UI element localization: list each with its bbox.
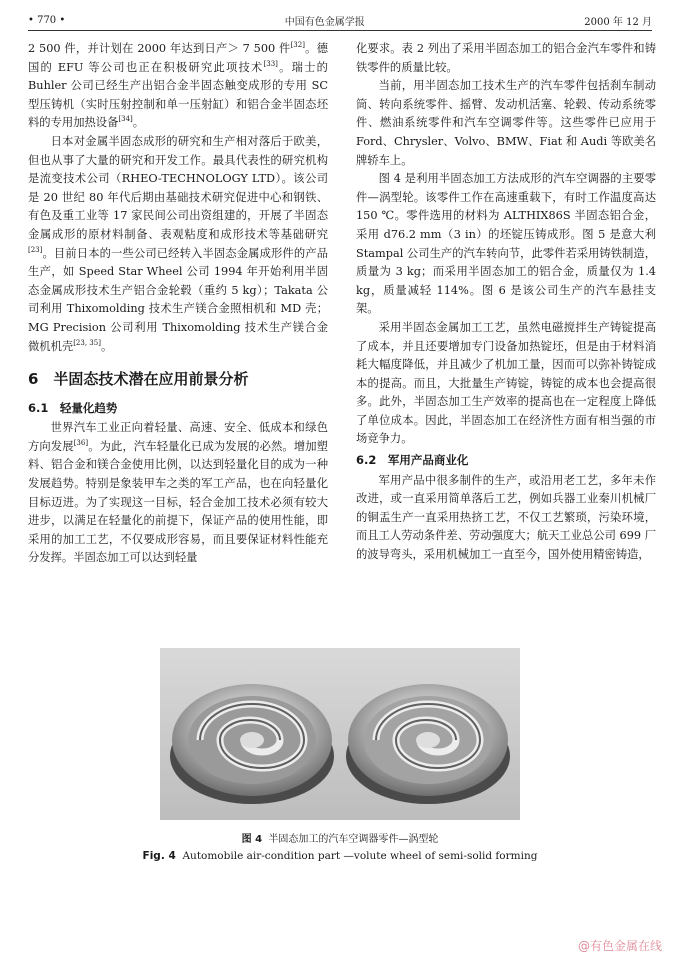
paragraph-continued: 2 500 件，并计划在 2000 年达到日产＞ 7 500 件[32]。德国的 EFU 等公司也正在积极研究此项技术[33]。瑞士的 Buhler 公司已经生产出铝合金半固态触变成形的专用 SC 型压铸机（实时压射控制和单一压射缸）和铝合金半固态坯料的专用加热设备[34]。: [28, 41, 328, 130]
figure-caption-english: Fig. 4 Automobile air-condition part —volute wheel of semi-solid forming: [142, 850, 538, 862]
paragraph-japan: 日本对金属半固态成形的研究和生产相对落后于欧美，但也从事了大量的研究和开发工作。最具代表性的研究机构是流变技术公司（RHEO-TECHNOLOGY LTD）。该公司是 20 世纪 80 年代后期由基础技术研究促进中心和钢铁、有色及重工业等 17 家民间公司出资组建的，开展了半固态金属成形的原材料制备、表观粘度和成形技术等基础研究[23]。目前日本的一些公司已经转入半固态金属成形件的产品生产，如 Speed Star Wheel 公司 1994 年开始利用半固态金属成形技术生产铝合金轮毂（重约 5 kg）；Takata 公司利用 Thixomolding 技术生产镁合金照相机和 MD 壳；MG Precision 公司利用 Thixomolding 技术生产镁合金微机机壳[23, 35]。: [28, 134, 328, 353]
journal-name: 中国有色金属学报: [284, 16, 365, 28]
paragraph-lightweight: 世界汽车工业正向着轻量、高速、安全、低成本和绿色方向发展[36]。为此，汽车轻量化已成为发展的必然。增加塑料、铝合金和镁合金使用比例，以达到轻量化目的成为一种发展趋势。特别是象装甲车之类的军工产品，也在向轻量化目标迈进。为了实现这一目标，轻合金加工技术必须有较大进步，以满足在轻量化的前提下，保证产品的使用性能，即采用的加工工艺，不仅要成形容易，而且要保证材料性能充分发挥。半固态加工可以达到轻量: [28, 421, 328, 565]
paragraph-military: 军用产品中很多制件的生产，或沿用老工艺，多年未作改进，或一直采用简单落后工艺，例如兵器工业秦川机械厂的铜盂生产一直采用热挤工艺，不仅工艺繁琐，污染环境，而且工人劳动条件差、劳动强度大；航天工业总公司 699 厂的波导弯头，采用机械加工一直至今，国外使用精密铸造，: [356, 473, 656, 562]
volute-wheel-right: [346, 684, 510, 804]
figure-4-photo: [160, 648, 520, 820]
watermark-text: @有色金属在线: [577, 939, 662, 953]
issue-date: 2000 年 12 月: [584, 16, 652, 28]
page-header: [28, 10, 652, 31]
left-column: [28, 40, 328, 568]
paragraph-auto-parts: 当前，用半固态加工技术生产的汽车零件包括刹车制动筒、转向系统零件、摇臂、发动机活塞、轮毂、传动系统零件、燃油系统零件和汽车空调零件等。这些零件已应用于 Ford、Chrysler、Volvo、BMW、Fiat 和 Audi 等欧美名牌轿车上。: [356, 79, 656, 167]
volute-wheel-left: [170, 684, 334, 804]
right-column: [356, 40, 656, 565]
paragraph-cost: 采用半固态金属加工工艺，虽然电磁搅拌生产铸锭提高了成本，并且还要增加专门设备加热锭坯，但是由于材料消耗大幅度降低，并且减少了机加工量，因而可以弥补铸锭成本的提高。而且，大批量生产铸锭，铸锭的成本也会提高很多。此外，半固态加工生产效率的提高也在一定程度上降低了单位成本。因此，半固态加工在经济性方面有相当强的市场竞争力。: [356, 320, 656, 446]
subsection-heading-6-1: 6.1 轻量化趋势: [28, 400, 118, 415]
section-heading-6: 6 半固态技术潜在应用前景分析: [28, 370, 249, 389]
paragraph-continued-right: 化要求。表 2 列出了采用半固态加工的铝合金汽车零件和铸铁零件的质量比较。: [356, 42, 656, 74]
figure-caption-chinese: 图 4 半固态加工的汽车空调器零件—涡型轮: [241, 834, 439, 845]
subsection-heading-6-2: 6.2 军用产品商业化: [356, 453, 469, 468]
page-number: • 770 •: [28, 14, 66, 26]
paragraph-figure4: 图 4 是利用半固态加工方法成形的汽车空调器的主要零件—涡型轮。该零件工作在高速重载下，有时工作温度高达 150 ℃。零件选用的材料为 ALTHIX86S 半固态铝合金，采用 d76.2 mm（3 in）的坯锭压铸成形。图 5 是意大利 Stampal 公司生产的汽车转向节，此零件若采用铸铁制造，质量为 3 kg；而采用半固态加工的铝合金，质量仅为 1.4 kg，质量减轻 114%。图 6 是该公司生产的汽车悬挂支架。: [356, 172, 656, 316]
